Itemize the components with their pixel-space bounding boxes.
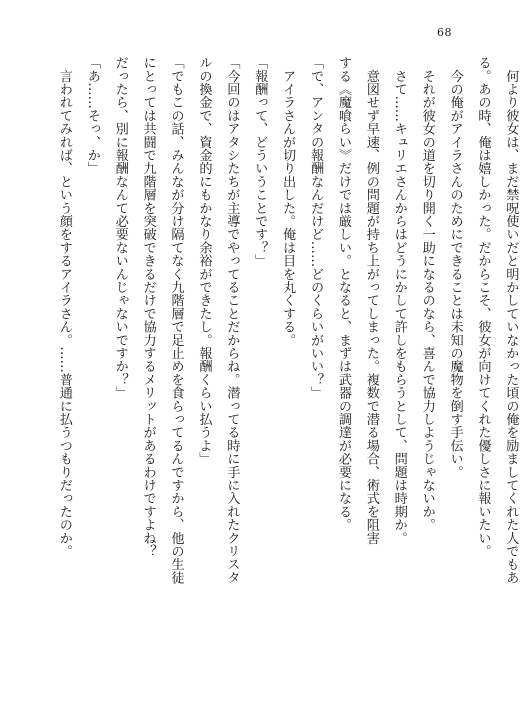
text-line: る。あの時、俺は嬉しかった。だからこそ、彼女が向けてくれた優しさに報いたい。 [475, 56, 491, 558]
text-line: 「報酬って、どういうことです？」 [252, 56, 268, 268]
text-line: アイラさんが切り出した。俺は目を丸くする。 [280, 56, 296, 347]
text-line: する《魔喰らい》だけでは厳しい。となると、まずは武器の調達が必要になる。 [335, 56, 351, 532]
text-line: にとっては共闘で九階層を突破できるだけで協力するメリットがあるわけですよね？ [140, 56, 156, 558]
text-line: 「今回のはアタシたちが主導でやってることだからね。潜ってる時に手に入れたクリスタ [224, 56, 240, 584]
text-line: 「で、アンタの報酬なんだけど……どのくらいがいい？」 [308, 56, 324, 400]
text-line: それが彼女の道を切り開く一助になるのなら、喜んで協力しようじゃないか。 [419, 56, 435, 532]
text-line: 意図せず早速、例の問題が持ち上がってしまった。複数で潜る場合、術式を阻害 [363, 56, 379, 545]
text-line: ルの換金で、資金的にもかなり余裕ができたし。報酬くらい払うよ」 [196, 56, 212, 466]
text-line: 「あ……そっ、か」 [84, 56, 100, 175]
body-text-area [50, 56, 519, 676]
text-line: 今の俺がアイラさんのためにできることは未知の魔物を倒す手伝い。 [447, 56, 463, 479]
text-line: 何より彼女は、まだ禁呪使いだと明かしていなかった頃の俺を励ましてくれた人でもあ [503, 56, 519, 584]
text-line: だったら、別に報酬なんて必要ないんじゃないですか？」 [112, 56, 128, 400]
text-line: さて……キュリエさんからはどうにかして許しをもらうとして、問題は時期か。 [391, 56, 407, 545]
text-line: 「でもこの話、みんなが分け隔てなく九階層で足止めを食らってるんですから、他の生徒 [168, 56, 184, 584]
vertical-body-text [50, 56, 524, 676]
text-line: 言われてみれば、という顔をするアイラさん。……普通に払うつもりだったのか。 [56, 56, 72, 558]
page-number: 68 [437, 26, 452, 39]
